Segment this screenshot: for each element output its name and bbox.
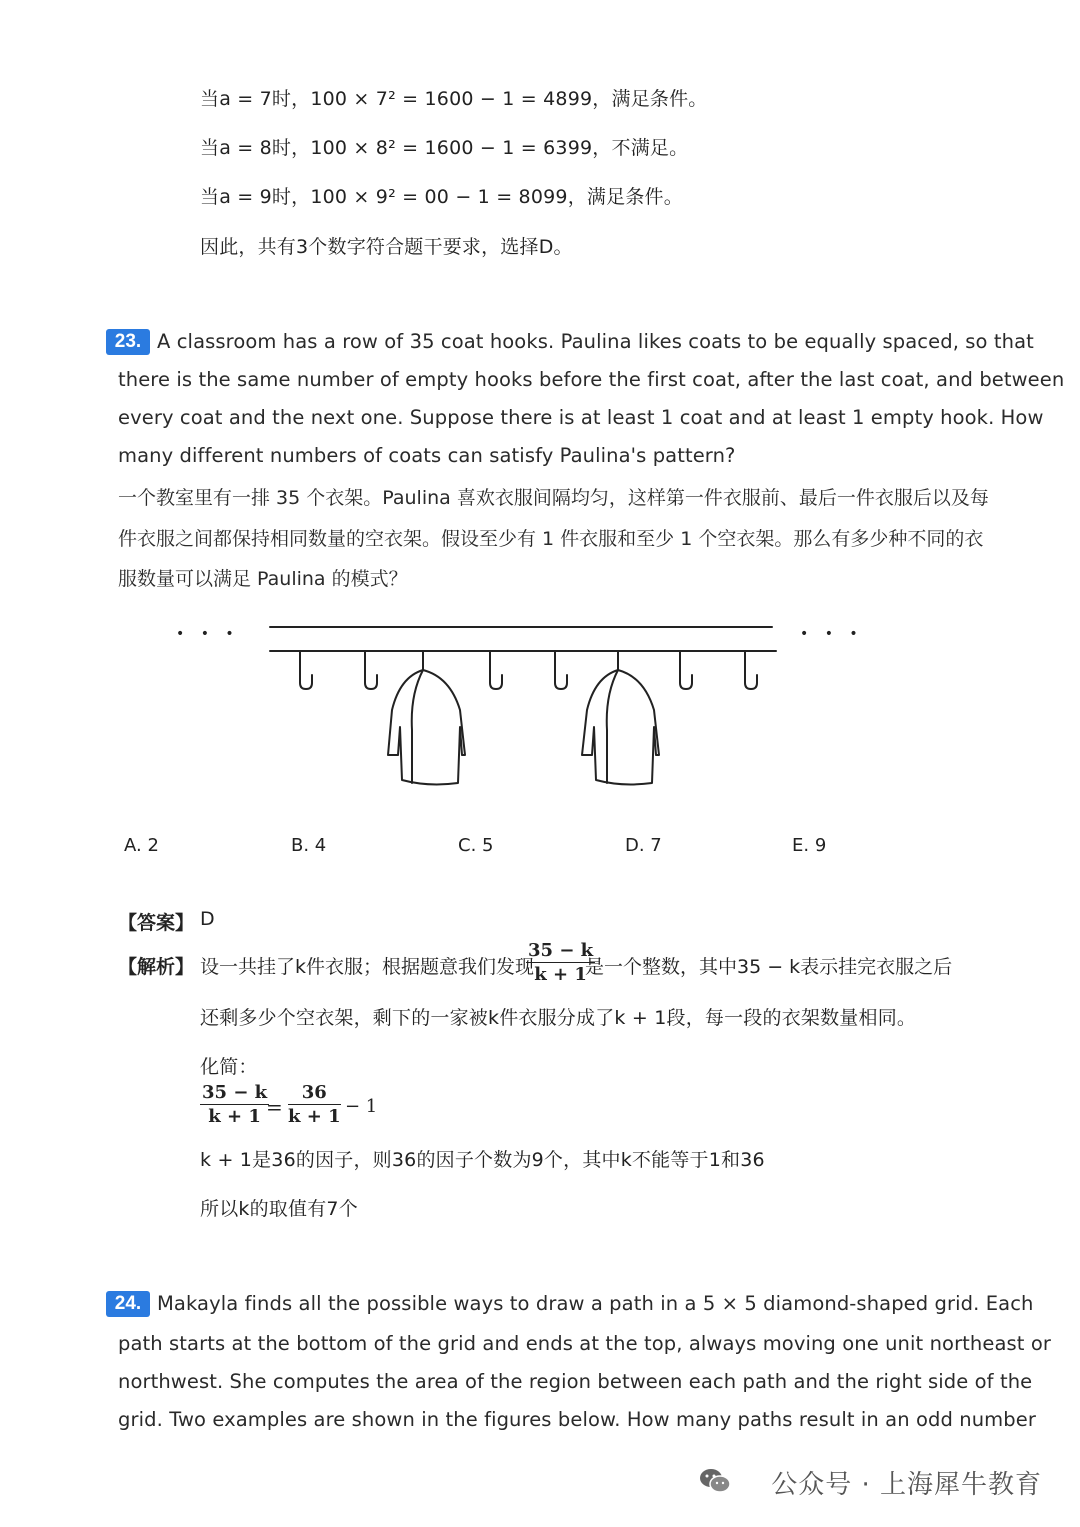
empty-hook: [490, 651, 502, 689]
fraction-numerator: 35 − k: [528, 940, 594, 961]
analysis-result-line: 所以k的取值有7个: [200, 1198, 358, 1220]
wechat-icon: [698, 1466, 732, 1496]
answer-label: 【答案】: [118, 912, 195, 934]
fraction-denominator: k + 1: [288, 1106, 341, 1127]
ellipsis-right: • • •: [800, 626, 864, 642]
fraction-numerator: 35 − k: [202, 1082, 268, 1103]
simplify-label: 化简：: [200, 1056, 258, 1078]
empty-hook: [555, 651, 567, 689]
q24-english-line-2: path starts at the bottom of the grid and ends at the top, always moving one unit northeast or: [118, 1332, 1051, 1355]
q23-english-line-2: there is the same number of empty hooks before the first coat, after the last coat, and between: [118, 368, 1065, 391]
empty-hook: [680, 651, 692, 689]
q23-chinese-line-1: 一个教室里有一排 35 个衣架。Paulina 喜欢衣服间隔均匀，这样第一件衣服前、最后一件衣服后以及每: [118, 487, 989, 509]
analysis-factor-line: k + 1是36的因子，则36的因子个数为9个，其中k不能等于1和36: [200, 1149, 765, 1171]
empty-hook: [365, 651, 377, 689]
coat: [388, 651, 465, 784]
answer-value: D: [200, 908, 215, 930]
option-c: C. 5: [458, 835, 494, 856]
q23-chinese-line-3: 服数量可以满足 Paulina 的模式？: [118, 568, 408, 590]
ellipsis-left: • • •: [176, 626, 240, 642]
equation-left-fraction: [200, 1082, 269, 1129]
question-23-badge: 23.: [106, 329, 150, 355]
fraction-denominator: k + 1: [208, 1106, 261, 1127]
question-24-badge: 24.: [106, 1291, 150, 1317]
equation-equals: =: [266, 1095, 283, 1119]
q23-english-line-4: many different numbers of coats can satisfy Paulina's pattern?: [118, 444, 736, 467]
coat: [582, 651, 659, 784]
empty-hook: [300, 651, 312, 689]
q23-english-line-1: A classroom has a row of 35 coat hooks. Paulina likes coats to be equally spaced, so that: [157, 330, 1034, 353]
equation-minus-one: − 1: [345, 1096, 378, 1117]
q24-english-line-4: grid. Two examples are shown in the figures below. How many paths result in an odd number: [118, 1408, 1036, 1431]
option-b: B. 4: [291, 835, 327, 856]
fraction-denominator: k + 1: [534, 964, 587, 985]
prev-solution-line-3: 当a = 9时，100 × 9² = 00 − 1 = 8099，满足条件。: [200, 186, 683, 208]
option-d: D. 7: [625, 835, 662, 856]
option-e: E. 9: [792, 835, 827, 856]
prev-solution-line-1: 当a = 7时，100 × 7² = 1600 − 1 = 4899，满足条件。: [200, 88, 708, 110]
watermark-text: 公众号 · 上海犀牛教育: [771, 1470, 1042, 1500]
analysis-line-2: 还剩多少个空衣架，剩下的一家被k件衣服分成了k + 1段，每一段的衣架数量相同。: [200, 1007, 917, 1029]
q24-english-line-1: Makayla finds all the possible ways to draw a path in a 5 × 5 diamond-shaped grid. Each: [157, 1292, 1034, 1315]
fraction-numerator: 36: [288, 1082, 341, 1105]
prev-solution-conclusion: 因此，共有3个数字符合题干要求，选择D。: [200, 236, 573, 258]
analysis-label: 【解析】: [118, 956, 195, 978]
equation-right-fraction: [288, 1082, 341, 1129]
coat-hooks-figure: [260, 615, 790, 795]
prev-solution-line-2: 当a = 8时，100 × 8² = 1600 − 1 = 6399，不满足。: [200, 137, 689, 159]
q23-english-line-3: every coat and the next one. Suppose there is at least 1 coat and at least 1 empty hook. How: [118, 406, 1044, 429]
empty-hook: [745, 651, 757, 689]
q23-chinese-line-2: 件衣服之间都保持相同数量的空衣架。假设至少有 1 件衣服和至少 1 个空衣架。那么有多少种不同的衣: [118, 528, 984, 550]
analysis-line-1-end: 是一个整数，其中35 − k表示挂完衣服之后: [585, 956, 953, 978]
option-a: A. 2: [124, 835, 159, 856]
q24-english-line-3: northwest. She computes the area of the region between each path and the right side of the: [118, 1370, 1033, 1393]
analysis-line-1-start: 设一共挂了k件衣服；根据题意我们发现: [200, 956, 535, 978]
